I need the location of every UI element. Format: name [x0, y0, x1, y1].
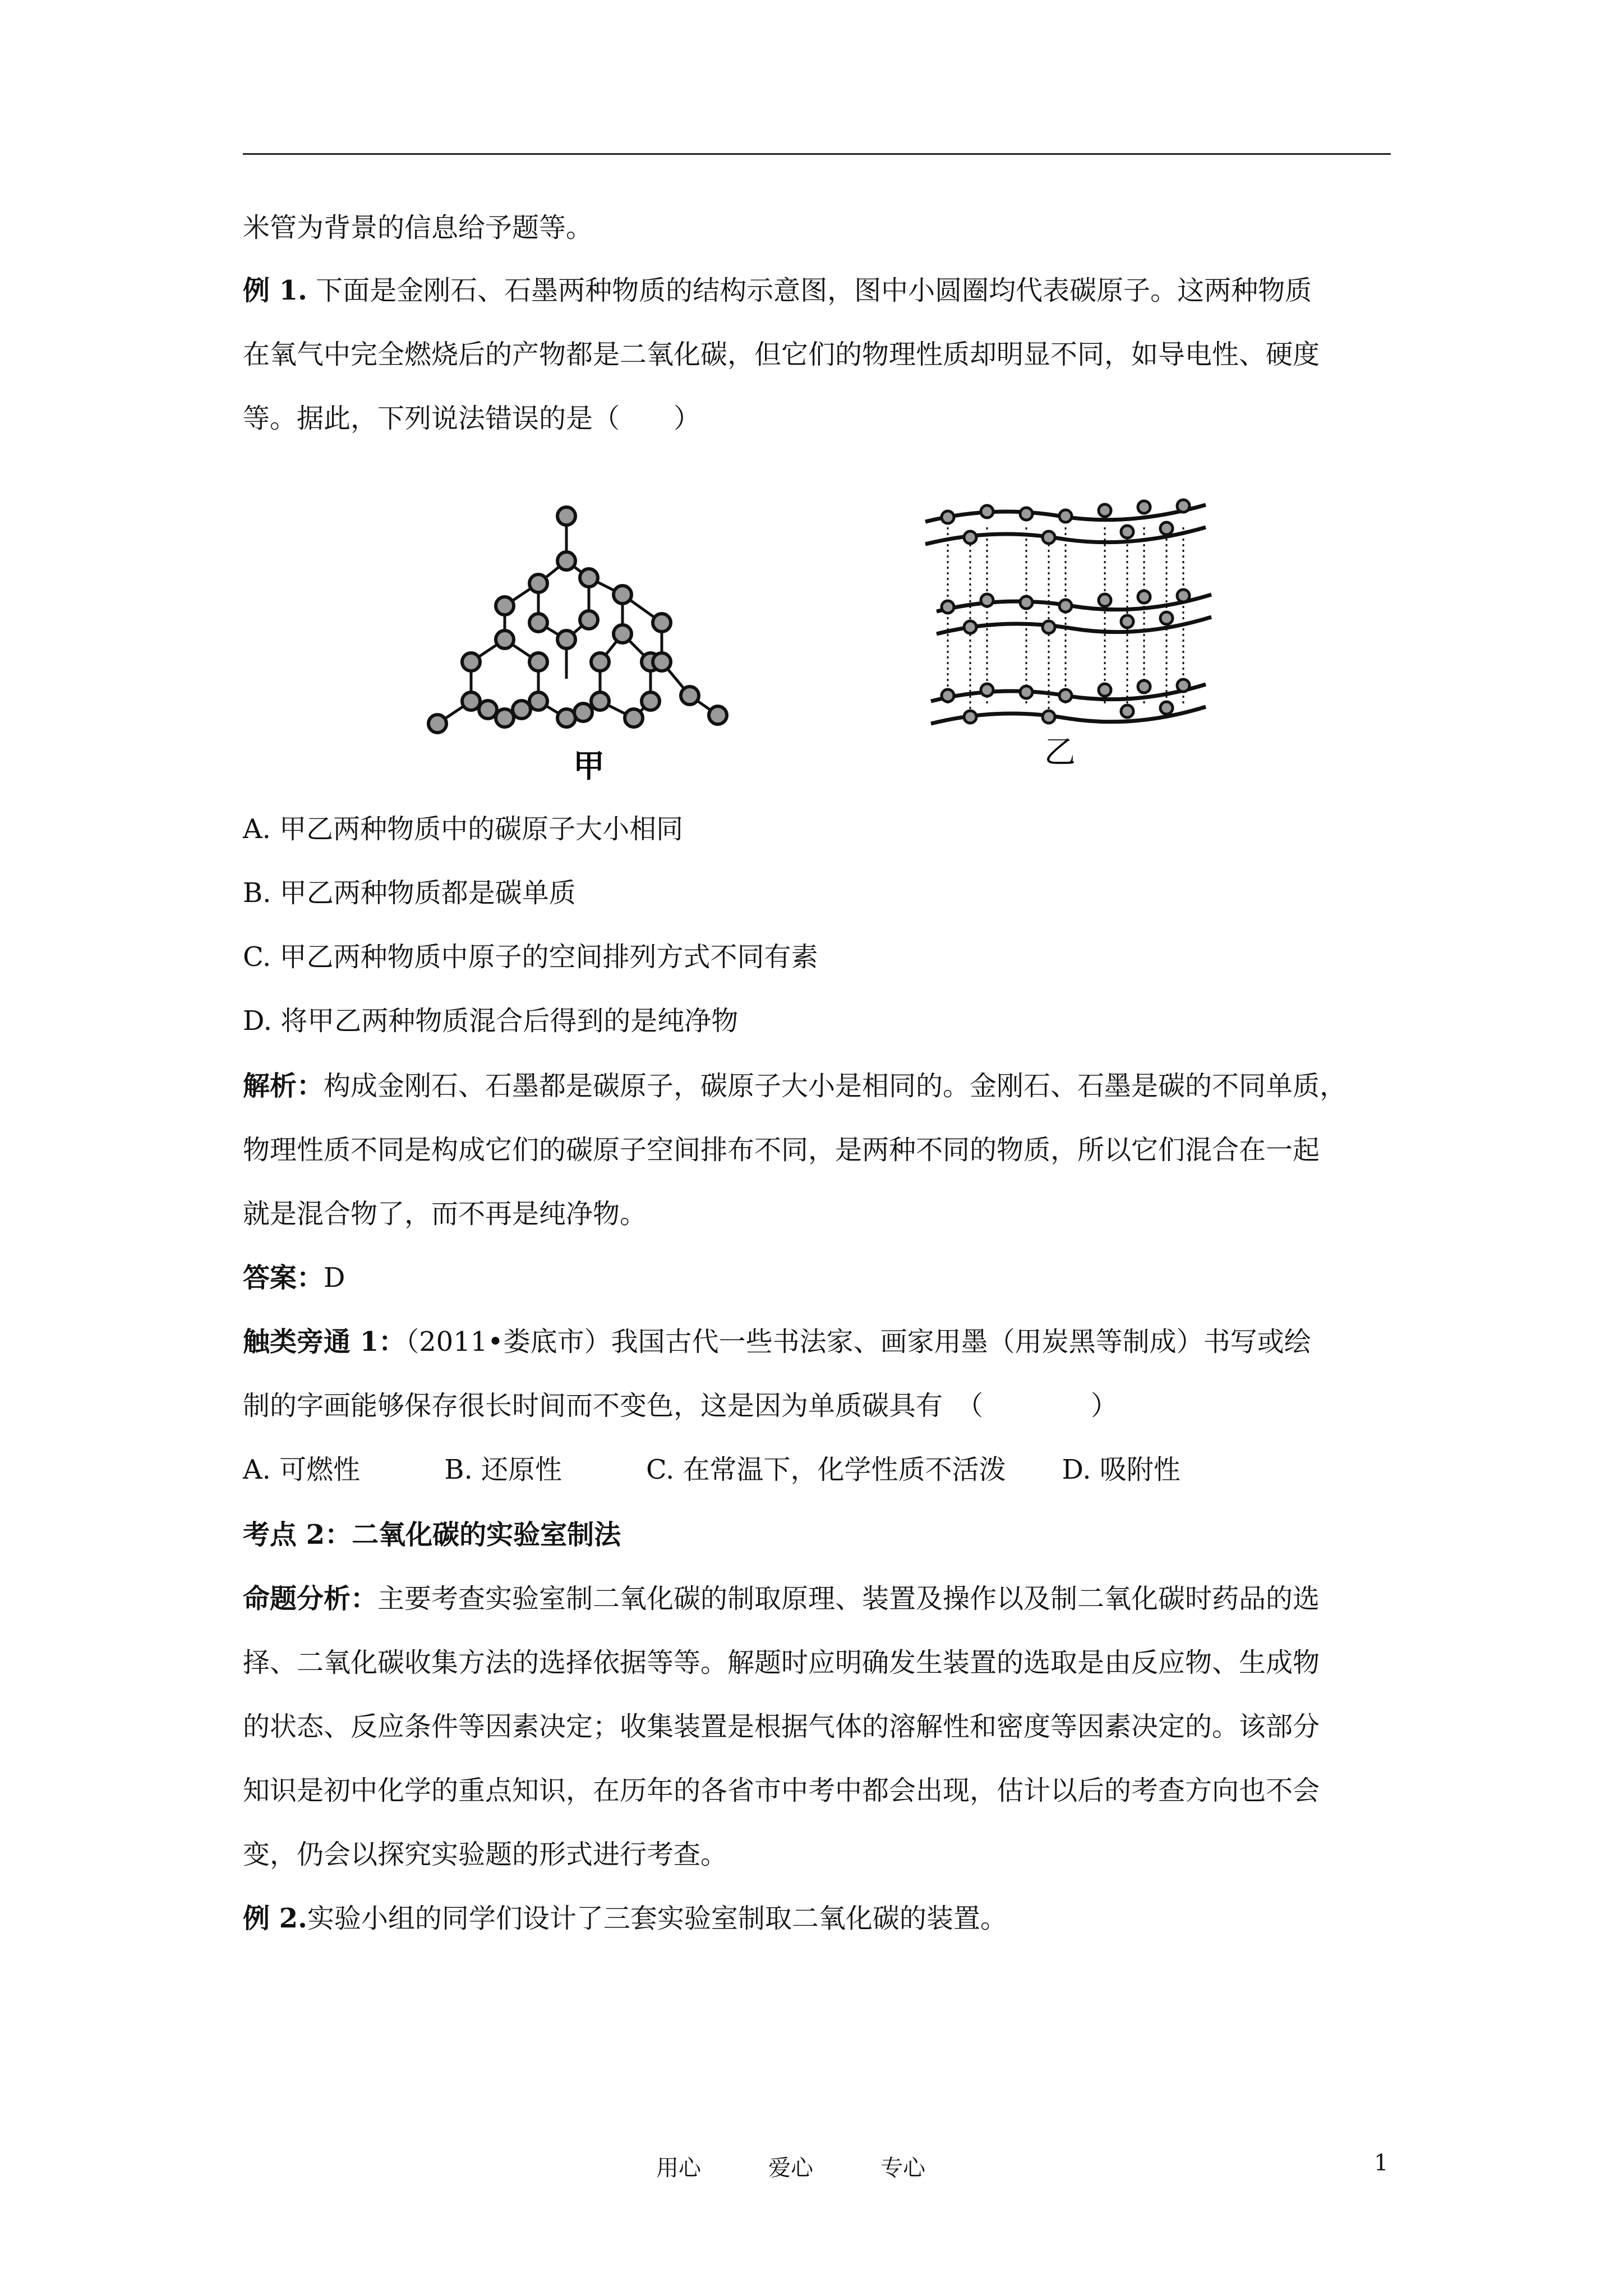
figure-yi-label: 乙: [1044, 734, 1076, 770]
analysis2-line4: 知识是初中化学的重点知识，在历年的各省市中考中都会出现，估计以后的考查方向也不会: [243, 1775, 1320, 1806]
header-rule: [243, 153, 1391, 155]
example1-text1: 下面是金刚石、石墨两种物质的结构示意图，图中小圆圈均代表碳原子。这两种物质: [307, 275, 1312, 306]
answer-line: [243, 1261, 345, 1295]
practice-line1: [243, 1325, 1311, 1359]
analysis-text1: 构成金刚石、石墨都是碳原子，碳原子大小是相同的。金刚石、石墨是碳的不同单质，: [324, 1070, 1347, 1102]
example2-label: 例 2.: [243, 1903, 307, 1934]
answer-label: 答案：: [243, 1262, 324, 1294]
practice-choices: [243, 1453, 1181, 1487]
intro-line: 米管为背景的信息给予题等。: [243, 212, 593, 243]
analysis-line1: [243, 1069, 1347, 1103]
example2-text: 实验小组的同学们设计了三套实验室制取二氧化碳的装置。: [307, 1903, 1007, 1934]
example1-line2: 在氧气中完全燃烧后的产物都是二氧化碳，但它们的物理性质却明显不同，如导电性、硬度: [243, 339, 1320, 370]
option-b: B. 甲乙两种物质都是碳单质: [243, 877, 576, 909]
analysis-line2: 物理性质不同是构成它们的碳原子空间排布不同，是两种不同的物质，所以它们混合在一起: [243, 1134, 1320, 1166]
practice-label: 触类旁通 1：: [243, 1326, 406, 1358]
answer-value: D: [324, 1262, 345, 1294]
analysis-label: 解析：: [243, 1070, 324, 1102]
choice-c: C. 在常温下，化学性质不活泼: [645, 1454, 1006, 1485]
analysis2-text1: 主要考查实验室制二氧化碳的制取原理、装置及操作以及制二氧化碳时药品的选: [377, 1583, 1320, 1614]
analysis2-line2: 择、二氧化碳收集方法的选择依据等等。解题时应明确发生装置的选取是由反应物、生成物: [243, 1647, 1320, 1678]
analysis2-line3: 的状态、反应条件等因素决定；收集装置是根据气体的溶解性和密度等因素决定的。该部分: [243, 1711, 1320, 1742]
option-d: D. 将甲乙两种物质混合后得到的是纯净物: [243, 1005, 739, 1037]
choice-b: B. 还原性: [444, 1454, 562, 1485]
analysis-line3: 就是混合物了，而不再是纯净物。: [243, 1198, 647, 1230]
choice-d: D. 吸附性: [1062, 1454, 1181, 1485]
analysis2-line1: [243, 1582, 1320, 1616]
example1-line1: [243, 274, 1312, 307]
practice-line2: 制的字画能够保存很长时间而不变色，这是因为单质碳具有 （ ）: [243, 1390, 1118, 1421]
analysis2-line5: 变，仍会以探究实验题的形式进行考查。: [243, 1839, 728, 1870]
figure-jia-label: 甲: [573, 748, 605, 784]
topic2-title: 考点 2：二氧化碳的实验室制法: [243, 1519, 621, 1550]
example1-line3: 等。据此，下列说法错误的是（ ）: [243, 403, 701, 434]
option-a: A. 甲乙两种物质中的碳原子大小相同: [243, 813, 684, 845]
choice-a: A. 可燃性: [243, 1454, 361, 1485]
example2-line: [243, 1902, 1007, 1935]
footer-motto-1: 用心: [656, 2155, 701, 2181]
example1-label: 例 1.: [243, 275, 307, 306]
practice-text1: （2011•娄底市）我国古代一些书法家、画家用墨（用炭黑等制成）书写或绘: [405, 1326, 1311, 1358]
footer-motto-3: 专心: [880, 2155, 925, 2181]
page-number: 1: [1374, 2150, 1389, 2176]
graphite-structure-figure: [914, 482, 1228, 774]
footer-motto-2: 爱心: [768, 2155, 813, 2181]
diamond-structure-figure: [426, 494, 740, 785]
analysis2-label: 命题分析：: [243, 1583, 378, 1614]
option-c: C. 甲乙两种物质中原子的空间排列方式不同有素: [243, 941, 818, 973]
